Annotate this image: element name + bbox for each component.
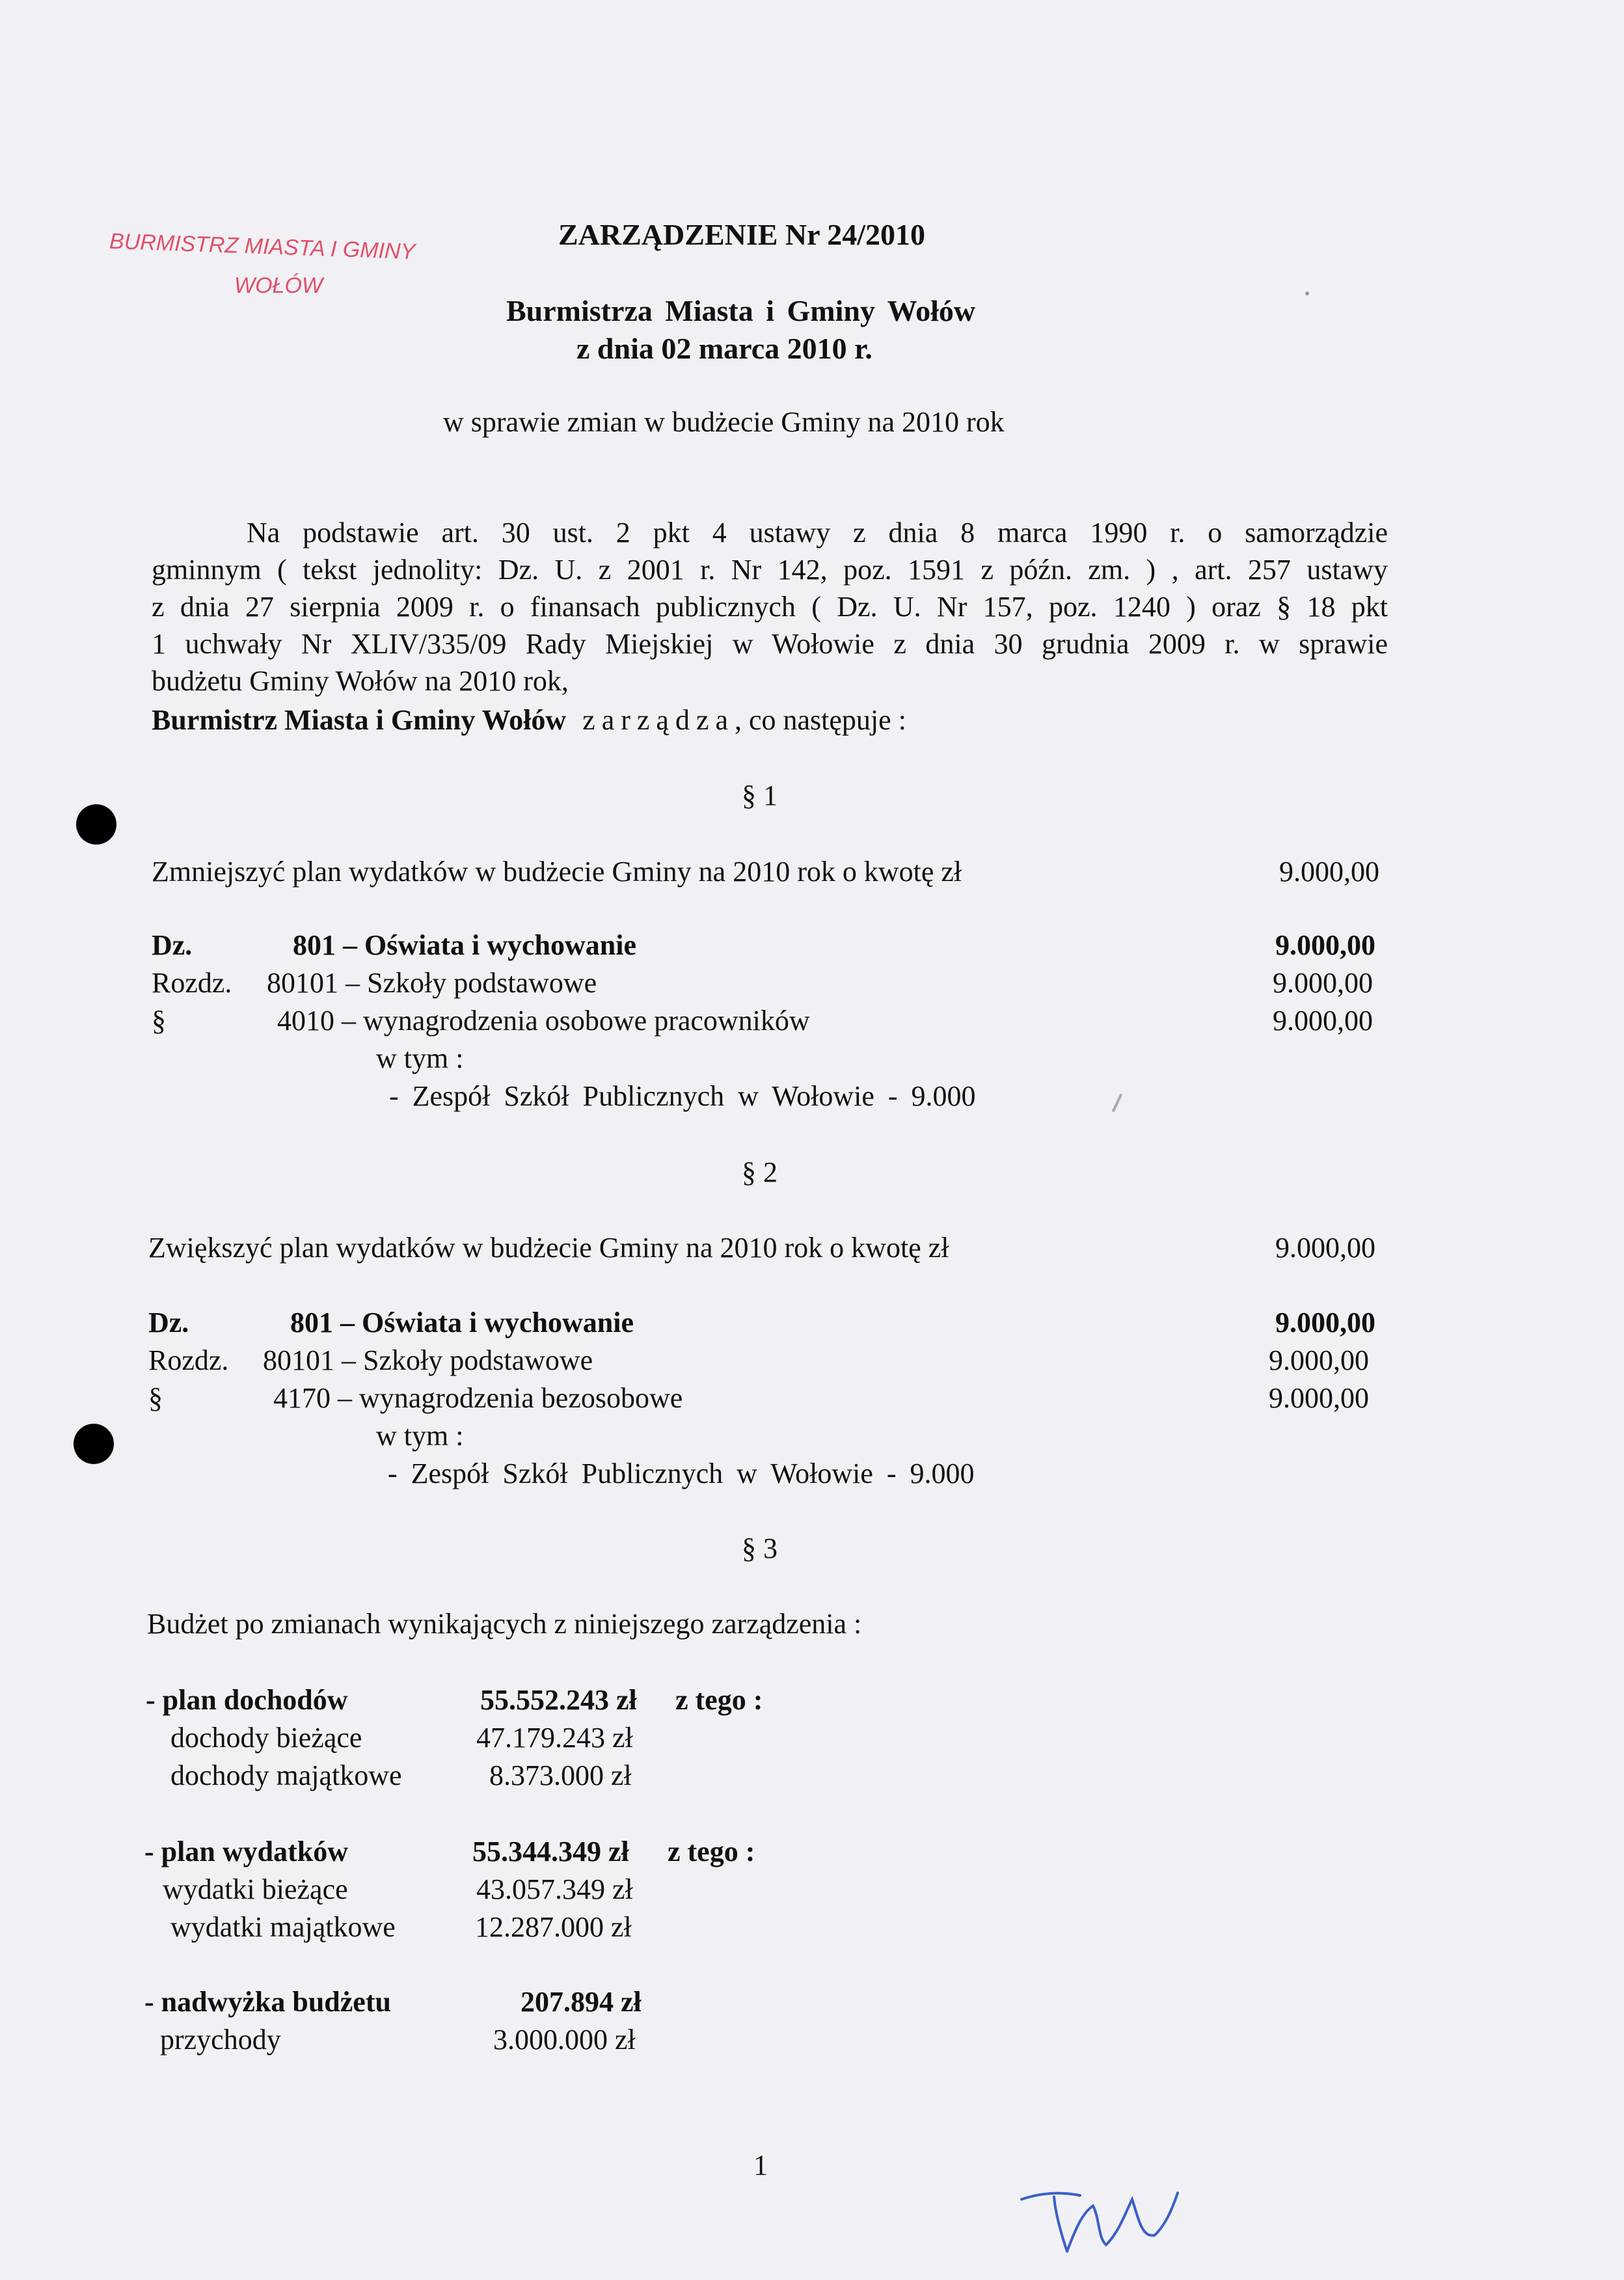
official-stamp-line2: WOŁÓW: [234, 273, 323, 298]
section1-detail: - Zespół Szkół Publicznych w Wołowie - 9.000: [389, 1080, 976, 1112]
section2-intro: Zwiększyć plan wydatków w budżecie Gminy na 2010 rok o kwotę zł: [148, 1232, 949, 1264]
section2-dz-label: Dz.: [148, 1307, 189, 1338]
preamble-line: z dnia 27 sierpnia 2009 r. o finansach publicznych ( Dz. U. Nr 157, poz. 1240 ) oraz § 18 pkt: [152, 591, 1388, 623]
scan-mark: [1305, 292, 1309, 295]
preamble-line: 1 uchwały Nr XLIV/335/09 Rady Miejskiej w Wołowie z dnia 30 grudnia 2009 r. w sprawie: [152, 628, 1388, 660]
budget-row-suffix: z tego :: [668, 1836, 755, 1867]
section1-dz-label: Dz.: [152, 929, 193, 961]
budget-row-value: 47.179.243 zł: [476, 1722, 633, 1754]
document-issuer: Burmistrza Miasta i Gminy Wołów: [506, 294, 976, 327]
section2-dz-text: 801 – Oświata i wychowanie: [290, 1307, 634, 1338]
section1-rozdz-text: 80101 – Szkoły podstawowe: [267, 967, 597, 999]
budget-row-label: wydatki majątkowe: [170, 1911, 396, 1943]
section1-dz-text: 801 – Oświata i wychowanie: [293, 929, 636, 961]
page-number: 1: [753, 2149, 768, 2181]
official-stamp-line1: BURMISTRZ MIASTA I GMINY: [109, 228, 416, 265]
section2-par-amount: 9.000,00: [1269, 1382, 1369, 1414]
scan-mark: [1112, 1094, 1122, 1113]
budget-row-value: 8.373.000 zł: [489, 1759, 632, 1791]
authority-rest: , co następuje :: [735, 704, 906, 736]
budget-row-value: 55.344.349 zł: [472, 1836, 629, 1867]
preamble-paragraph: [152, 514, 1388, 699]
section2-rozdz-text: 80101 – Szkoły podstawowe: [263, 1344, 593, 1376]
authority-verb: zarządza: [582, 704, 735, 736]
section1-dz-amount: 9.000,00: [1275, 929, 1375, 961]
document-title: ZARZĄDZENIE Nr 24/2010: [558, 218, 925, 251]
section2-rozdz-amount: 9.000,00: [1269, 1344, 1369, 1376]
section2-wtym: w tym :: [376, 1420, 464, 1452]
section1-heading: § 1: [742, 780, 778, 811]
budget-row-label: - nadwyżka budżetu: [144, 1986, 391, 2018]
section2-par-text: 4170 – wynagrodzenia bezosobowe: [273, 1382, 683, 1414]
punch-hole: [74, 1424, 114, 1464]
section1-intro-amount: 9.000,00: [1279, 856, 1379, 888]
budget-row-label: dochody bieżące: [170, 1722, 362, 1754]
budget-row-value: 55.552.243 zł: [480, 1684, 637, 1716]
budget-row-value: 43.057.349 zł: [476, 1873, 633, 1905]
handwritten-signature: [1015, 2173, 1184, 2264]
authority-name: Burmistrz Miasta i Gminy Wołów: [152, 704, 567, 736]
budget-row-suffix: z tego :: [675, 1684, 763, 1716]
section2-dz-amount: 9.000,00: [1275, 1307, 1375, 1338]
section2-rozdz-label: Rozdz.: [148, 1344, 229, 1376]
section1-par-label: §: [152, 1005, 166, 1037]
budget-row-label: wydatki bieżące: [163, 1873, 348, 1905]
section2-intro-amount: 9.000,00: [1275, 1232, 1375, 1264]
section2-par-label: §: [148, 1382, 163, 1414]
budget-row-label: - plan wydatków: [144, 1836, 348, 1867]
section1-wtym: w tym :: [376, 1042, 464, 1074]
preamble-line: gminnym ( tekst jednolity: Dz. U. z 2001 r. Nr 142, poz. 1591 z późn. zm. ) , art. 257 ustawy: [152, 554, 1388, 586]
section1-rozdz-amount: 9.000,00: [1273, 967, 1373, 999]
section2-heading: § 2: [742, 1156, 778, 1188]
section1-par-text: 4010 – wynagrodzenia osobowe pracowników: [277, 1005, 810, 1037]
budget-row-label: - plan dochodów: [146, 1684, 348, 1716]
section1-rozdz-label: Rozdz.: [152, 967, 232, 999]
document-subject: w sprawie zmian w budżecie Gminy na 2010 rok: [443, 406, 1005, 438]
section3-intro: Budżet po zmianach wynikających z niniejszego zarządzenia :: [147, 1608, 862, 1640]
section3-heading: § 3: [742, 1532, 778, 1564]
preamble-line: budżetu Gminy Wołów na 2010 rok,: [152, 665, 569, 697]
budget-row-value: 12.287.000 zł: [475, 1911, 632, 1943]
authority-line: [152, 706, 906, 735]
budget-row-label: przychody: [160, 2024, 281, 2056]
budget-row-label: dochody majątkowe: [170, 1759, 402, 1791]
section1-intro: Zmniejszyć plan wydatków w budżecie Gminy na 2010 rok o kwotę zł: [152, 856, 962, 888]
section1-par-amount: 9.000,00: [1273, 1005, 1373, 1037]
budget-row-value: 3.000.000 zł: [493, 2024, 636, 2056]
preamble-line: Na podstawie art. 30 ust. 2 pkt 4 ustawy z dnia 8 marca 1990 r. o samorządzie: [247, 517, 1388, 549]
punch-hole: [76, 804, 116, 845]
section2-detail: - Zespół Szkół Publicznych w Wołowie - 9.000: [388, 1458, 975, 1489]
budget-row-value: 207.894 zł: [521, 1986, 642, 2018]
document-date: z dnia 02 marca 2010 r.: [576, 332, 873, 365]
